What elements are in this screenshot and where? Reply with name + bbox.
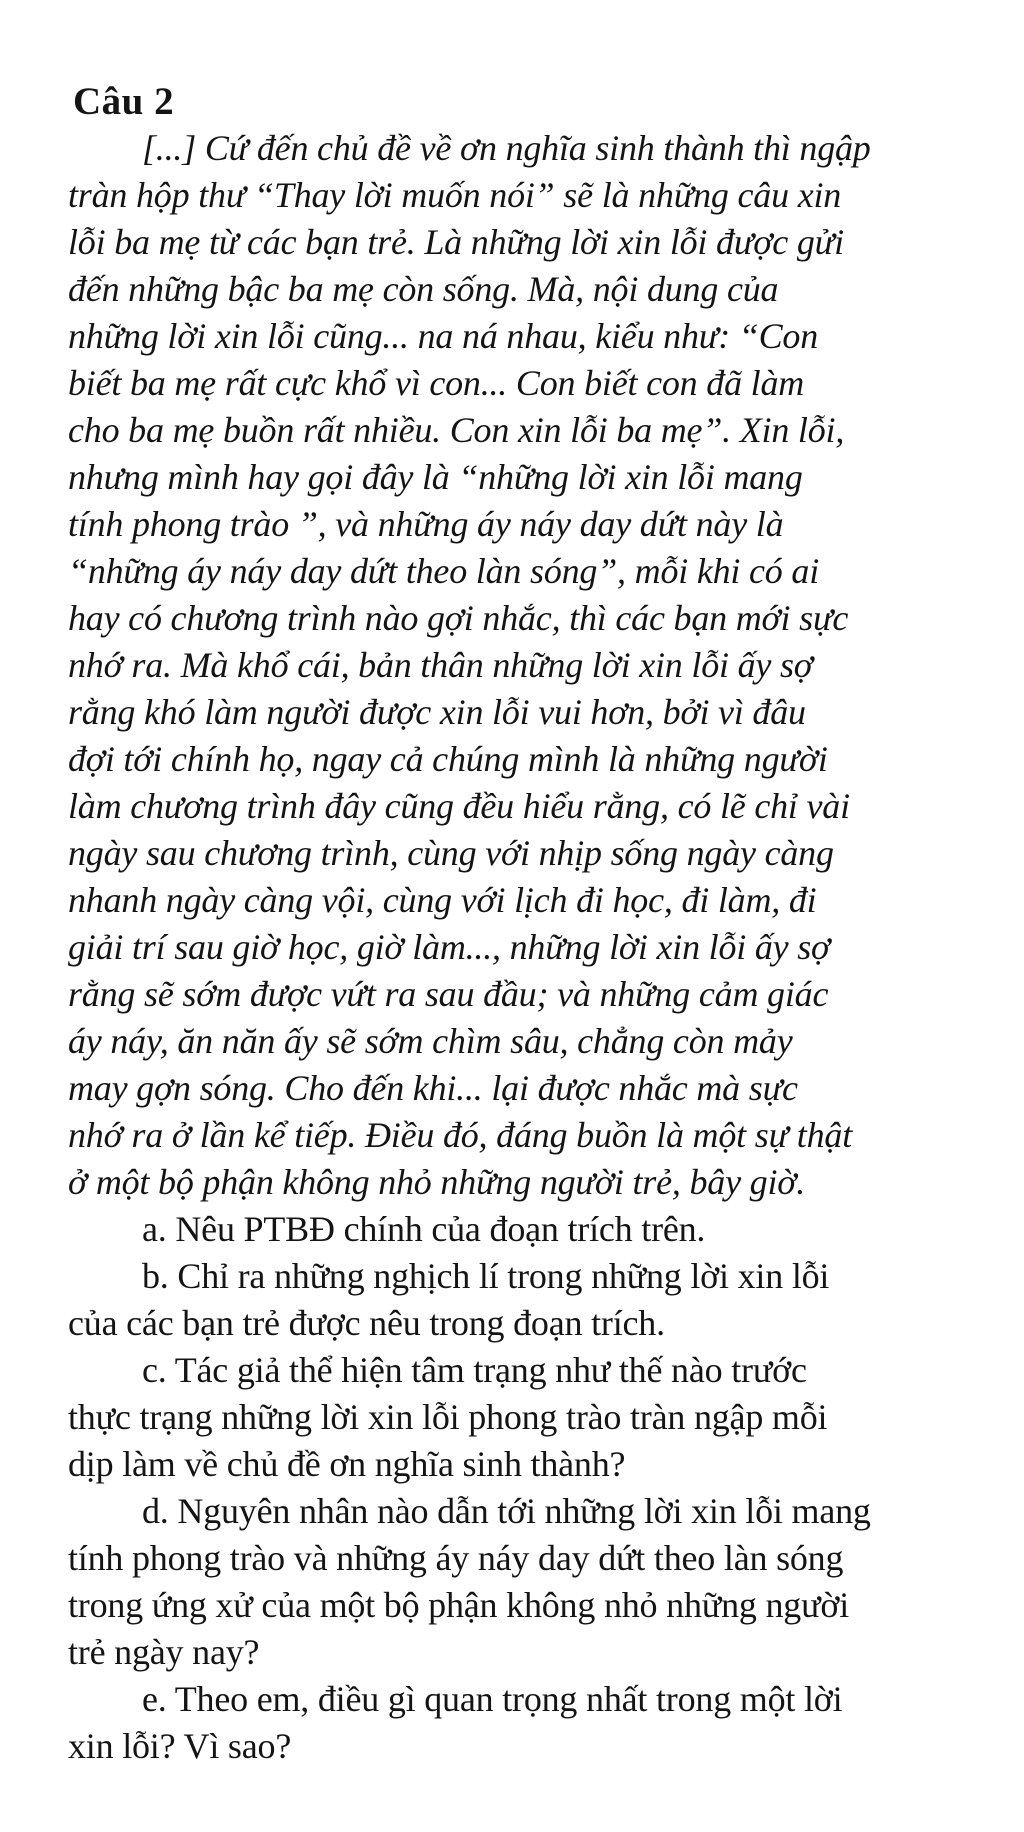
passage-line: đến những bậc ba mẹ còn sống. Mà, nội dung của (68, 269, 779, 309)
passage-line: ngày sau chương trình, cùng với nhịp sống ngày càng (68, 833, 834, 873)
passage-line: làm chương trình đây cũng đều hiểu rằng, có lẽ chỉ vài (68, 786, 850, 826)
question-line: d. Nguyên nhân nào dẫn tới những lời xin lỗi mang (142, 1491, 871, 1531)
passage-line: [...] Cứ đến chủ đề về ơn nghĩa sinh thành thì ngập (142, 128, 871, 168)
question-line: thực trạng những lời xin lỗi phong trào tràn ngập mỗi (68, 1397, 828, 1437)
passage-line: đợi tới chính họ, ngay cả chúng mình là những người (68, 739, 828, 779)
passage-line: biết ba mẹ rất cực khổ vì con... Con biết con đã làm (68, 363, 805, 403)
passage-line: giải trí sau giờ học, giờ làm..., những lời xin lỗi ấy sợ (68, 927, 831, 967)
passage-line: nhưng mình hay gọi đây là “những lời xin lỗi mang (68, 457, 803, 497)
question-line: b. Chỉ ra những nghịch lí trong những lời xin lỗi (142, 1256, 830, 1296)
question-list (68, 1206, 984, 1770)
question-line: của các bạn trẻ được nêu trong đoạn trích. (68, 1303, 665, 1343)
question-line: a. Nêu PTBĐ chính của đoạn trích trên. (142, 1209, 706, 1249)
question-line: e. Theo em, điều gì quan trọng nhất trong một lời (142, 1679, 843, 1719)
passage-line: “những áy náy day dứt theo làn sóng”, mỗi khi có ai (68, 551, 820, 591)
question-line: trẻ ngày nay? (68, 1632, 260, 1672)
question-heading: Câu 2 (73, 80, 175, 123)
passage-line: hay có chương trình nào gợi nhắc, thì các bạn mới sực (68, 598, 849, 638)
passage-line: may gợn sóng. Cho đến khi... lại được nhắc mà sực (68, 1068, 798, 1108)
passage-line: nhớ ra ở lần kể tiếp. Điều đó, đáng buồn là một sự thật (68, 1115, 853, 1155)
passage-line: tính phong trào ”, và những áy náy day dứt này là (68, 504, 784, 544)
passage-line: rằng sẽ sớm được vứt ra sau đầu; và những cảm giác (68, 974, 829, 1014)
passage-line: nhớ ra. Mà khổ cái, bản thân những lời xin lỗi ấy sợ (68, 645, 813, 685)
passage-line: tràn hộp thư “Thay lời muốn nói” sẽ là những câu xin (68, 175, 842, 215)
passage-line: những lời xin lỗi cũng... na ná nhau, kiểu như: “Con (68, 316, 819, 356)
passage-line: rằng khó làm người được xin lỗi vui hơn, bởi vì đâu (68, 692, 806, 732)
question-line: trong ứng xử của một bộ phận không nhỏ những người (68, 1585, 850, 1625)
question-line: dịp làm về chủ đề ơn nghĩa sinh thành? (68, 1444, 626, 1484)
passage-line: lỗi ba mẹ từ các bạn trẻ. Là những lời xin lỗi được gửi (68, 222, 844, 262)
passage-line: nhanh ngày càng vội, cùng với lịch đi học, đi làm, đi (68, 880, 817, 920)
passage-line: ở một bộ phận không nhỏ những người trẻ, bây giờ. (68, 1162, 806, 1202)
passage-line: áy náy, ăn năn ấy sẽ sớm chìm sâu, chẳng còn mảy (68, 1021, 793, 1061)
question-line: tính phong trào và những áy náy day dứt theo làn sóng (68, 1538, 844, 1578)
question-line: c. Tác giả thể hiện tâm trạng như thế nào trước (142, 1350, 807, 1390)
question-line: xin lỗi? Vì sao? (68, 1726, 292, 1766)
passage-line: cho ba mẹ buồn rất nhiều. Con xin lỗi ba mẹ”. Xin lỗi, (68, 410, 845, 450)
passage-text (68, 125, 984, 1206)
